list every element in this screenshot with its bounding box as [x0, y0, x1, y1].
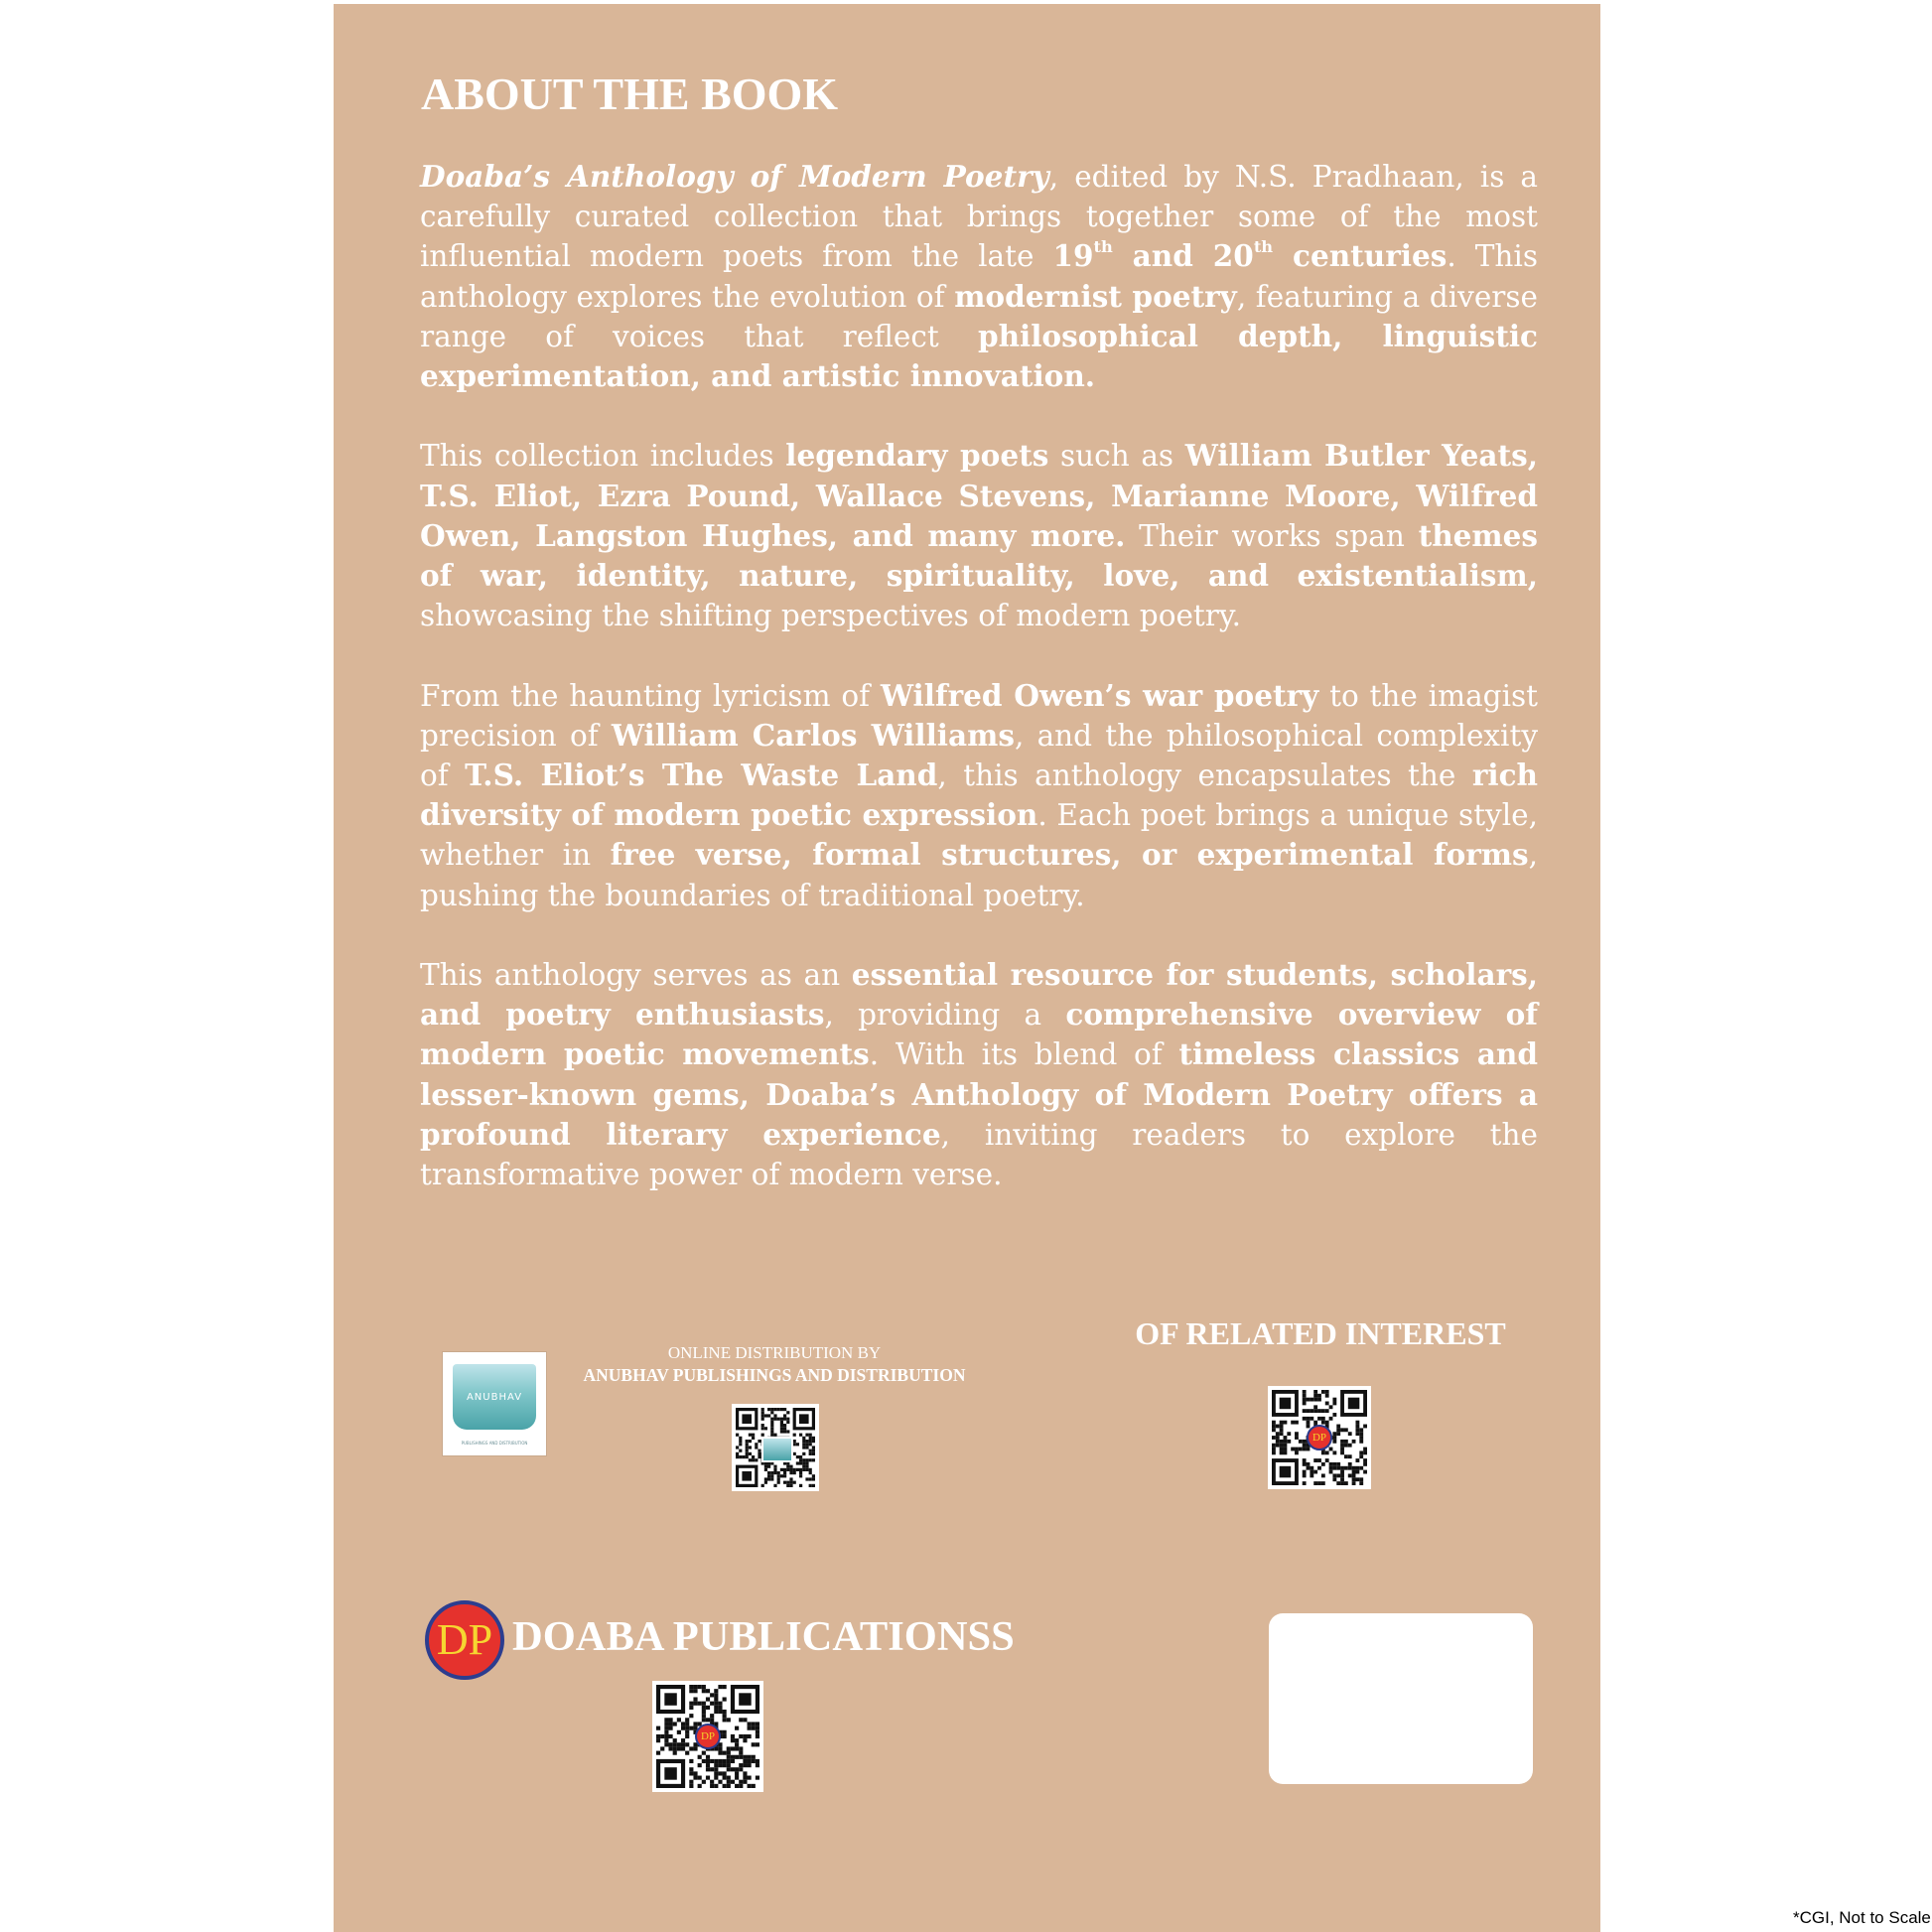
distribution-label: ONLINE DISTRIBUTION BY [667, 1343, 882, 1362]
text-run: th [1093, 237, 1113, 257]
text-run: This collection includes [420, 439, 786, 474]
text-run: , featuring a diverse range of voices that reflect [420, 279, 1538, 353]
barcode-area [1269, 1613, 1533, 1784]
text-run: T.S. Eliot’s The Waste Land [465, 758, 938, 793]
about-text [420, 157, 1538, 1234]
distributor-name: ANUBHAV PUBLISHINGS AND DISTRIBUTION [583, 1365, 966, 1385]
text-run: , this anthology encapsulates the [937, 759, 1472, 793]
paragraph-1 [420, 157, 1538, 396]
publisher-name: DOABA PUBLICATIONSS [512, 1613, 1015, 1660]
text-run: and 20 [1112, 238, 1254, 274]
text-run: legendary poets [785, 438, 1049, 474]
cgi-footnote: *CGI, Not to Scale [1793, 1908, 1931, 1927]
text-run: showcasing the shifting perspectives of modern poetry. [420, 599, 1241, 633]
text-run: such as [1048, 439, 1185, 474]
text-run: rich diversity of modern poetic expression [420, 758, 1539, 833]
text-run: to the imagist precision of [420, 678, 1538, 753]
text-run: 19 [1052, 238, 1094, 274]
doaba-dp-logo: DP [425, 1600, 504, 1680]
text-run: . This anthology explores the evolution of [420, 239, 1538, 314]
paragraph-3 [420, 676, 1538, 915]
paragraph-4 [420, 955, 1538, 1194]
qr-center-dp-logo: DP [1307, 1425, 1332, 1450]
text-run: philosophical depth, linguistic experimentation, and artistic innovation. [420, 318, 1538, 394]
text-run: essential resource for students, scholars, and poetry enthusiasts [420, 957, 1538, 1033]
anubhav-logo-text: ANUBHAV [466, 1392, 523, 1403]
text-run: th [1253, 237, 1274, 257]
text-run: , edited by N.S. Pradhaan, is a carefully curated collection that brings together some of the most influential modern poets from the late [420, 160, 1538, 274]
text-run: centuries [1273, 238, 1448, 274]
text-run: modernist poetry [954, 278, 1237, 314]
text-run: , pushing the boundaries of traditional poetry. [420, 838, 1539, 912]
anubhav-logo-tagline: PUBLISHINGS AND DISTRIBUTION [461, 1441, 528, 1446]
text-run: Their works span [1125, 518, 1419, 553]
paragraph-2 [420, 436, 1538, 635]
about-heading: ABOUT THE BOOK [421, 69, 839, 119]
text-run: From the haunting lyricism of [420, 678, 881, 713]
text-run: , providing a [824, 998, 1066, 1033]
text-run: comprehensive overview of modern poetic movements [420, 997, 1539, 1072]
text-run: Wilfred Owen’s war poetry [880, 677, 1319, 713]
text-run: timeless classics and lesser-known gems, Doaba’s Anthology of Modern Poetry offers a profound literary experience [420, 1036, 1539, 1152]
text-run: Doaba’s Anthology of Modern Poetry [420, 159, 1049, 194]
anubhav-logo-art [453, 1364, 536, 1430]
text-run: free verse, formal structures, or experimental forms [610, 837, 1529, 873]
text-run: , inviting readers to explore the transformative power of modern verse. [420, 1117, 1538, 1192]
anubhav-logo [443, 1352, 546, 1455]
publisher-qr-code[interactable] [652, 1681, 763, 1792]
text-run: . Each poet brings a unique style, whether in [420, 798, 1538, 873]
book-icon [761, 1437, 793, 1462]
text-run: William Butler Yeats, T.S. Eliot, Ezra Pound, Wallace Stevens, Marianne Moore, Wilfred Owen, Langston Hughes, and many more. [420, 438, 1539, 553]
text-run: . With its blend of [869, 1037, 1179, 1072]
text-run: , and the philosophical complexity of [420, 718, 1538, 793]
text-run: This anthology serves as an [420, 958, 852, 993]
text-run: William Carlos Williams [611, 717, 1015, 753]
qr-center-dp-logo: DP [695, 1724, 721, 1749]
text-run: themes of war, identity, nature, spirituality, love, and existentialism, [420, 517, 1539, 594]
related-interest-heading: OF RELATED INTEREST [1135, 1315, 1506, 1351]
anubhav-qr-code[interactable] [732, 1404, 819, 1491]
related-qr-code[interactable] [1268, 1386, 1371, 1489]
